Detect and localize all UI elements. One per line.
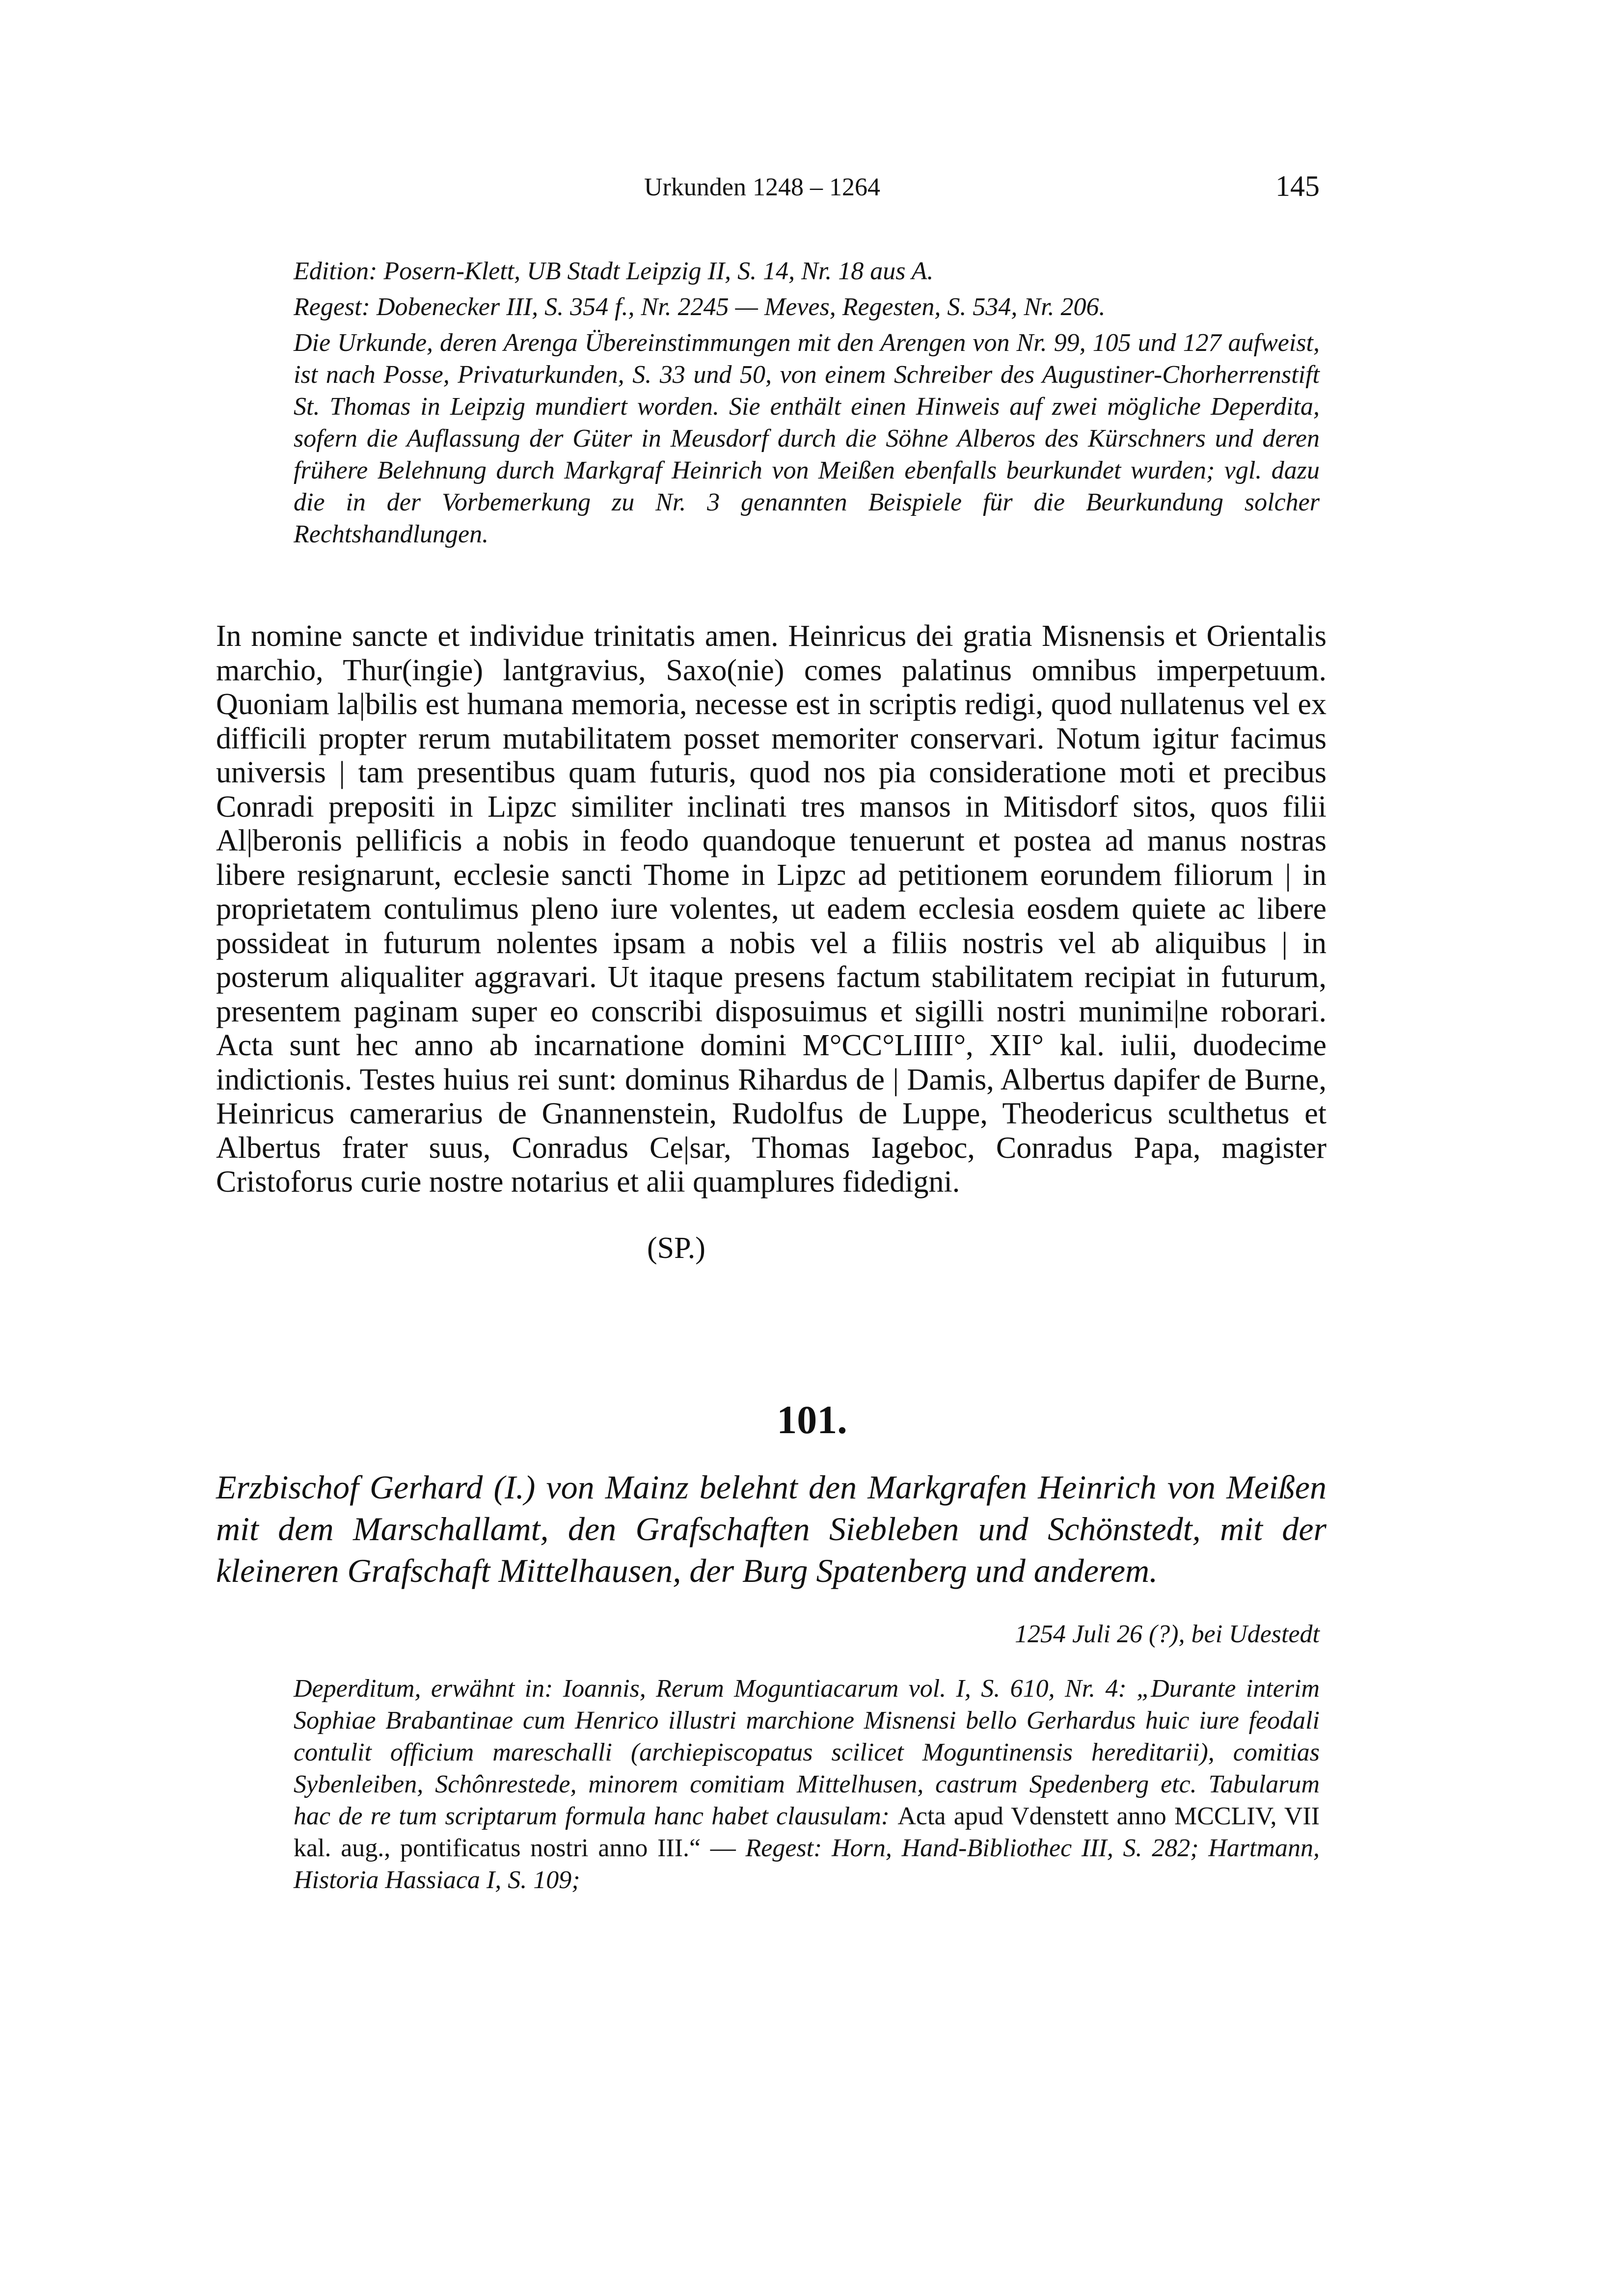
deperditum-note [294, 1673, 1320, 1896]
document-number: 101. [777, 1397, 847, 1442]
regest-note: Regest: Dobenecker III, S. 354 f., Nr. 2245 — Meves, Regesten, S. 534, Nr. 206. [294, 293, 1106, 321]
regest-title: Erzbischof Gerhard (I.) von Mainz belehnt den Markgrafen Heinrich von Meißen mit dem Marschallamt, den Grafschaften Siebleben und Schönstedt, mit der kleineren Grafschaft Mittelhausen, der Burg Spatenberg und anderem. [216, 1468, 1326, 1589]
apparatus-top [294, 255, 1320, 550]
document-dating: 1254 Juli 26 (?), bei Udestedt [1015, 1620, 1320, 1648]
commentary-note: Die Urkunde, deren Arenga Übereinstimmungen mit den Arengen von Nr. 99, 105 und 127 aufweist, ist nach Posse, Privaturkunden, S. 33 und 50, von einem Schreiber des Augustiner-Chorherrenstift St. Thomas in Leipzig mundiert worden. Sie enthält einen Hinweis auf zwei mögliche Deperdita, sofern die Auflassung der Güter in Meusdorf durch die Söhne Alberos des Kürschners und deren frühere Belehnung durch Markgraf Heinrich von Meißen ebenfalls beurkundet wurden; vgl. dazu die in der Vorbemerkung zu Nr. 3 genannten Beispiele für die Beurkundung solcher Rechtshandlungen. [294, 329, 1320, 548]
seal-mark: (SP.) [647, 1231, 705, 1265]
charter-text: In nomine sancte et individue trinitatis amen. Heinricus dei gratia Misnensis et Orientalis marchio, Thur(ingie) lantgravius, Saxo(nie) comes palatinus omnibus imperpetuum. Quoniam la|bilis est humana memoria, necesse est in scriptis redigi, quod nullatenus vel ex difficili propter rerum mutabilitatem posset memoriter conservari. Notum igitur facimus universis | tam presentibus quam futuris, quod nos pia consideratione moti et precibus Conradi prepositi in Lipzc similiter inclinati tres mansos in Mitisdorf sitos, quos filii Al|beronis pellificis a nobis in feodo quandoque tenuerunt et postea ad manus nostras libere resignarunt, ecclesie sancti Thome in Lipzc ad petitionem eorundem filiorum | in proprietatem contulimus pleno iure volentes, ut eadem ecclesia eosdem quiete ac libere possideat in futurum nolentes ipsam a nobis vel a filiis nostris vel ab aliquibus | in posterum aliqualiter aggravari. Ut itaque presens factum stabilitatem recipiat in futurum, presentem paginam super eo conscribi disposuimus et sigilli nostri munimi|ne roborari. Acta sunt hec anno ab incarnatione domini M°CC°LIIII°, XII° kal. iulii, duodecime indictionis. Testes huius rei sunt: dominus Rihardus de | Damis, Albertus dapifer de Burne, Heinricus camerarius de Gnannenstein, Rudolfus de Luppe, Theodericus sculthetus et Albertus frater suus, Conradus Ce|sar, Thomas Iageboc, Conradus Papa, magister Cristoforus curie nostre notarius et alii quamplures fidedigni. [216, 619, 1326, 1199]
deperditum-quote: Acta apud Vdenstett anno MCCLIV, VII kal. aug., pontificatus nostri anno III.“ — [294, 1802, 1320, 1862]
edition-note: Edition: Posern-Klett, UB Stadt Leipzig II, S. 14, Nr. 18 aus A. [294, 257, 934, 285]
running-title: Urkunden 1248 – 1264 [644, 173, 880, 201]
page-number: 145 [1275, 170, 1320, 202]
apparatus-bottom [294, 1673, 1320, 1896]
regest-references: Regest: Horn, Hand-Bibliothec III, S. 282; Hartmann, Historia Hassiaca I, S. 109; [294, 1834, 1320, 1894]
deperditum-italic: Deperditum, erwähnt in: Ioannis, Rerum Moguntiacarum vol. I, S. 610, Nr. 4: „Durante interim Sophiae Brabantinae cum Henrico illustri marchione Misnensi bello Gerhardus huic iure feodali contulit officium mareschalli (archiepiscopatus scilicet Moguntinensis hereditarii), comitias Sybenleiben, Schônrestede, minorem comitiam Mittelhusen, castrum Spedenberg etc. Tabularum hac de re tum scriptarum formula hanc habet clausulam: [294, 1675, 1320, 1830]
